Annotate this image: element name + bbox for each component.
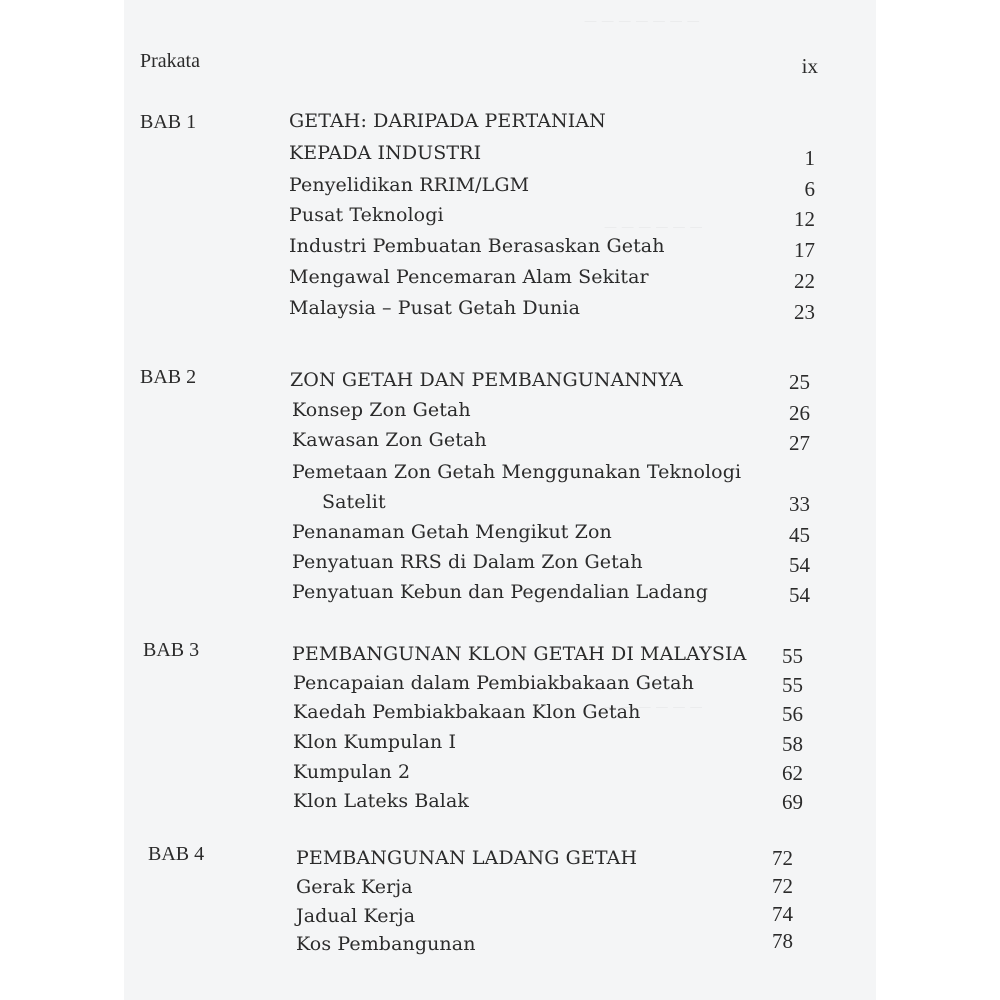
toc-page: 72 bbox=[772, 874, 793, 898]
prakata-label: Prakata bbox=[140, 50, 200, 72]
toc-page: 62 bbox=[782, 761, 803, 785]
toc-entry: Penyatuan RRS di Dalam Zon Getah bbox=[292, 551, 643, 573]
chapter-page: 25 bbox=[789, 370, 810, 394]
toc-entry: Penyatuan Kebun dan Pegendalian Ladang bbox=[292, 581, 709, 603]
chapter-label: BAB 1 bbox=[140, 111, 197, 133]
toc-page: 12 bbox=[794, 207, 815, 231]
chapter-title: PEMBANGUNAN KLON GETAH DI MALAYSIA bbox=[292, 643, 747, 665]
chapter-title: KEPADA INDUSTRI bbox=[289, 142, 482, 164]
toc-page: 22 bbox=[794, 269, 815, 293]
chapter-label: BAB 4 bbox=[148, 843, 205, 865]
toc-entry: Kaedah Pembiakbakaan Klon Getah bbox=[293, 701, 641, 723]
toc-entry: Gerak Kerja bbox=[296, 876, 413, 898]
chapter-page: 72 bbox=[772, 846, 793, 870]
toc-page: 26 bbox=[789, 401, 810, 425]
toc-page: 54 bbox=[789, 583, 810, 607]
toc-page: 17 bbox=[794, 238, 815, 262]
toc-entry: Penanaman Getah Mengikut Zon bbox=[292, 521, 612, 543]
toc-page: 58 bbox=[782, 732, 803, 756]
toc-page: 27 bbox=[789, 431, 810, 455]
chapter-title: PEMBANGUNAN LADANG GETAH bbox=[296, 847, 638, 869]
prakata-page: ix bbox=[801, 54, 818, 78]
toc-entry: Konsep Zon Getah bbox=[292, 399, 471, 421]
toc-entry: Klon Kumpulan I bbox=[293, 731, 457, 753]
chapter-label: BAB 3 bbox=[143, 639, 200, 661]
toc-entry: Kos Pembangunan bbox=[296, 933, 476, 955]
toc-entry: Pusat Teknologi bbox=[289, 204, 444, 226]
toc-page: 78 bbox=[772, 929, 793, 953]
toc-entry: Industri Pembuatan Berasaskan Getah bbox=[289, 235, 665, 257]
toc-entry: Penyelidikan RRIM/LGM bbox=[289, 174, 530, 196]
toc-entry: Jadual Kerja bbox=[296, 905, 416, 927]
toc-page: 54 bbox=[789, 553, 810, 577]
toc-entry: Pencapaian dalam Pembiakbakaan Getah bbox=[293, 672, 694, 694]
chapter-page: 1 bbox=[804, 146, 815, 170]
bleed-through-text bbox=[584, 14, 700, 29]
toc-page: 33 bbox=[789, 492, 810, 516]
bleed-through-text bbox=[604, 220, 703, 235]
chapter-page: 55 bbox=[782, 644, 803, 668]
chapter-title: ZON GETAH DAN PEMBANGUNANNYA bbox=[290, 369, 683, 391]
toc-entry: Kumpulan 2 bbox=[293, 761, 411, 783]
toc-entry: Malaysia – Pusat Getah Dunia bbox=[289, 297, 581, 319]
toc-entry: Kawasan Zon Getah bbox=[292, 429, 487, 451]
toc-page: 56 bbox=[782, 702, 803, 726]
toc-page: 69 bbox=[782, 790, 803, 814]
chapter-label: BAB 2 bbox=[140, 366, 197, 388]
toc-entry: Pemetaan Zon Getah Menggunakan Teknologi bbox=[292, 461, 742, 483]
toc-entry: Klon Lateks Balak bbox=[293, 790, 470, 812]
chapter-title: GETAH: DARIPADA PERTANIAN bbox=[289, 110, 606, 132]
toc-page: 45 bbox=[789, 523, 810, 547]
toc-page: 6 bbox=[804, 177, 815, 201]
toc-entry: Mengawal Pencemaran Alam Sekitar bbox=[289, 266, 649, 288]
toc-entry-continued: Satelit bbox=[322, 491, 386, 513]
toc-page: 74 bbox=[772, 902, 793, 926]
toc-page: 55 bbox=[782, 673, 803, 697]
toc-page: 23 bbox=[794, 300, 815, 324]
